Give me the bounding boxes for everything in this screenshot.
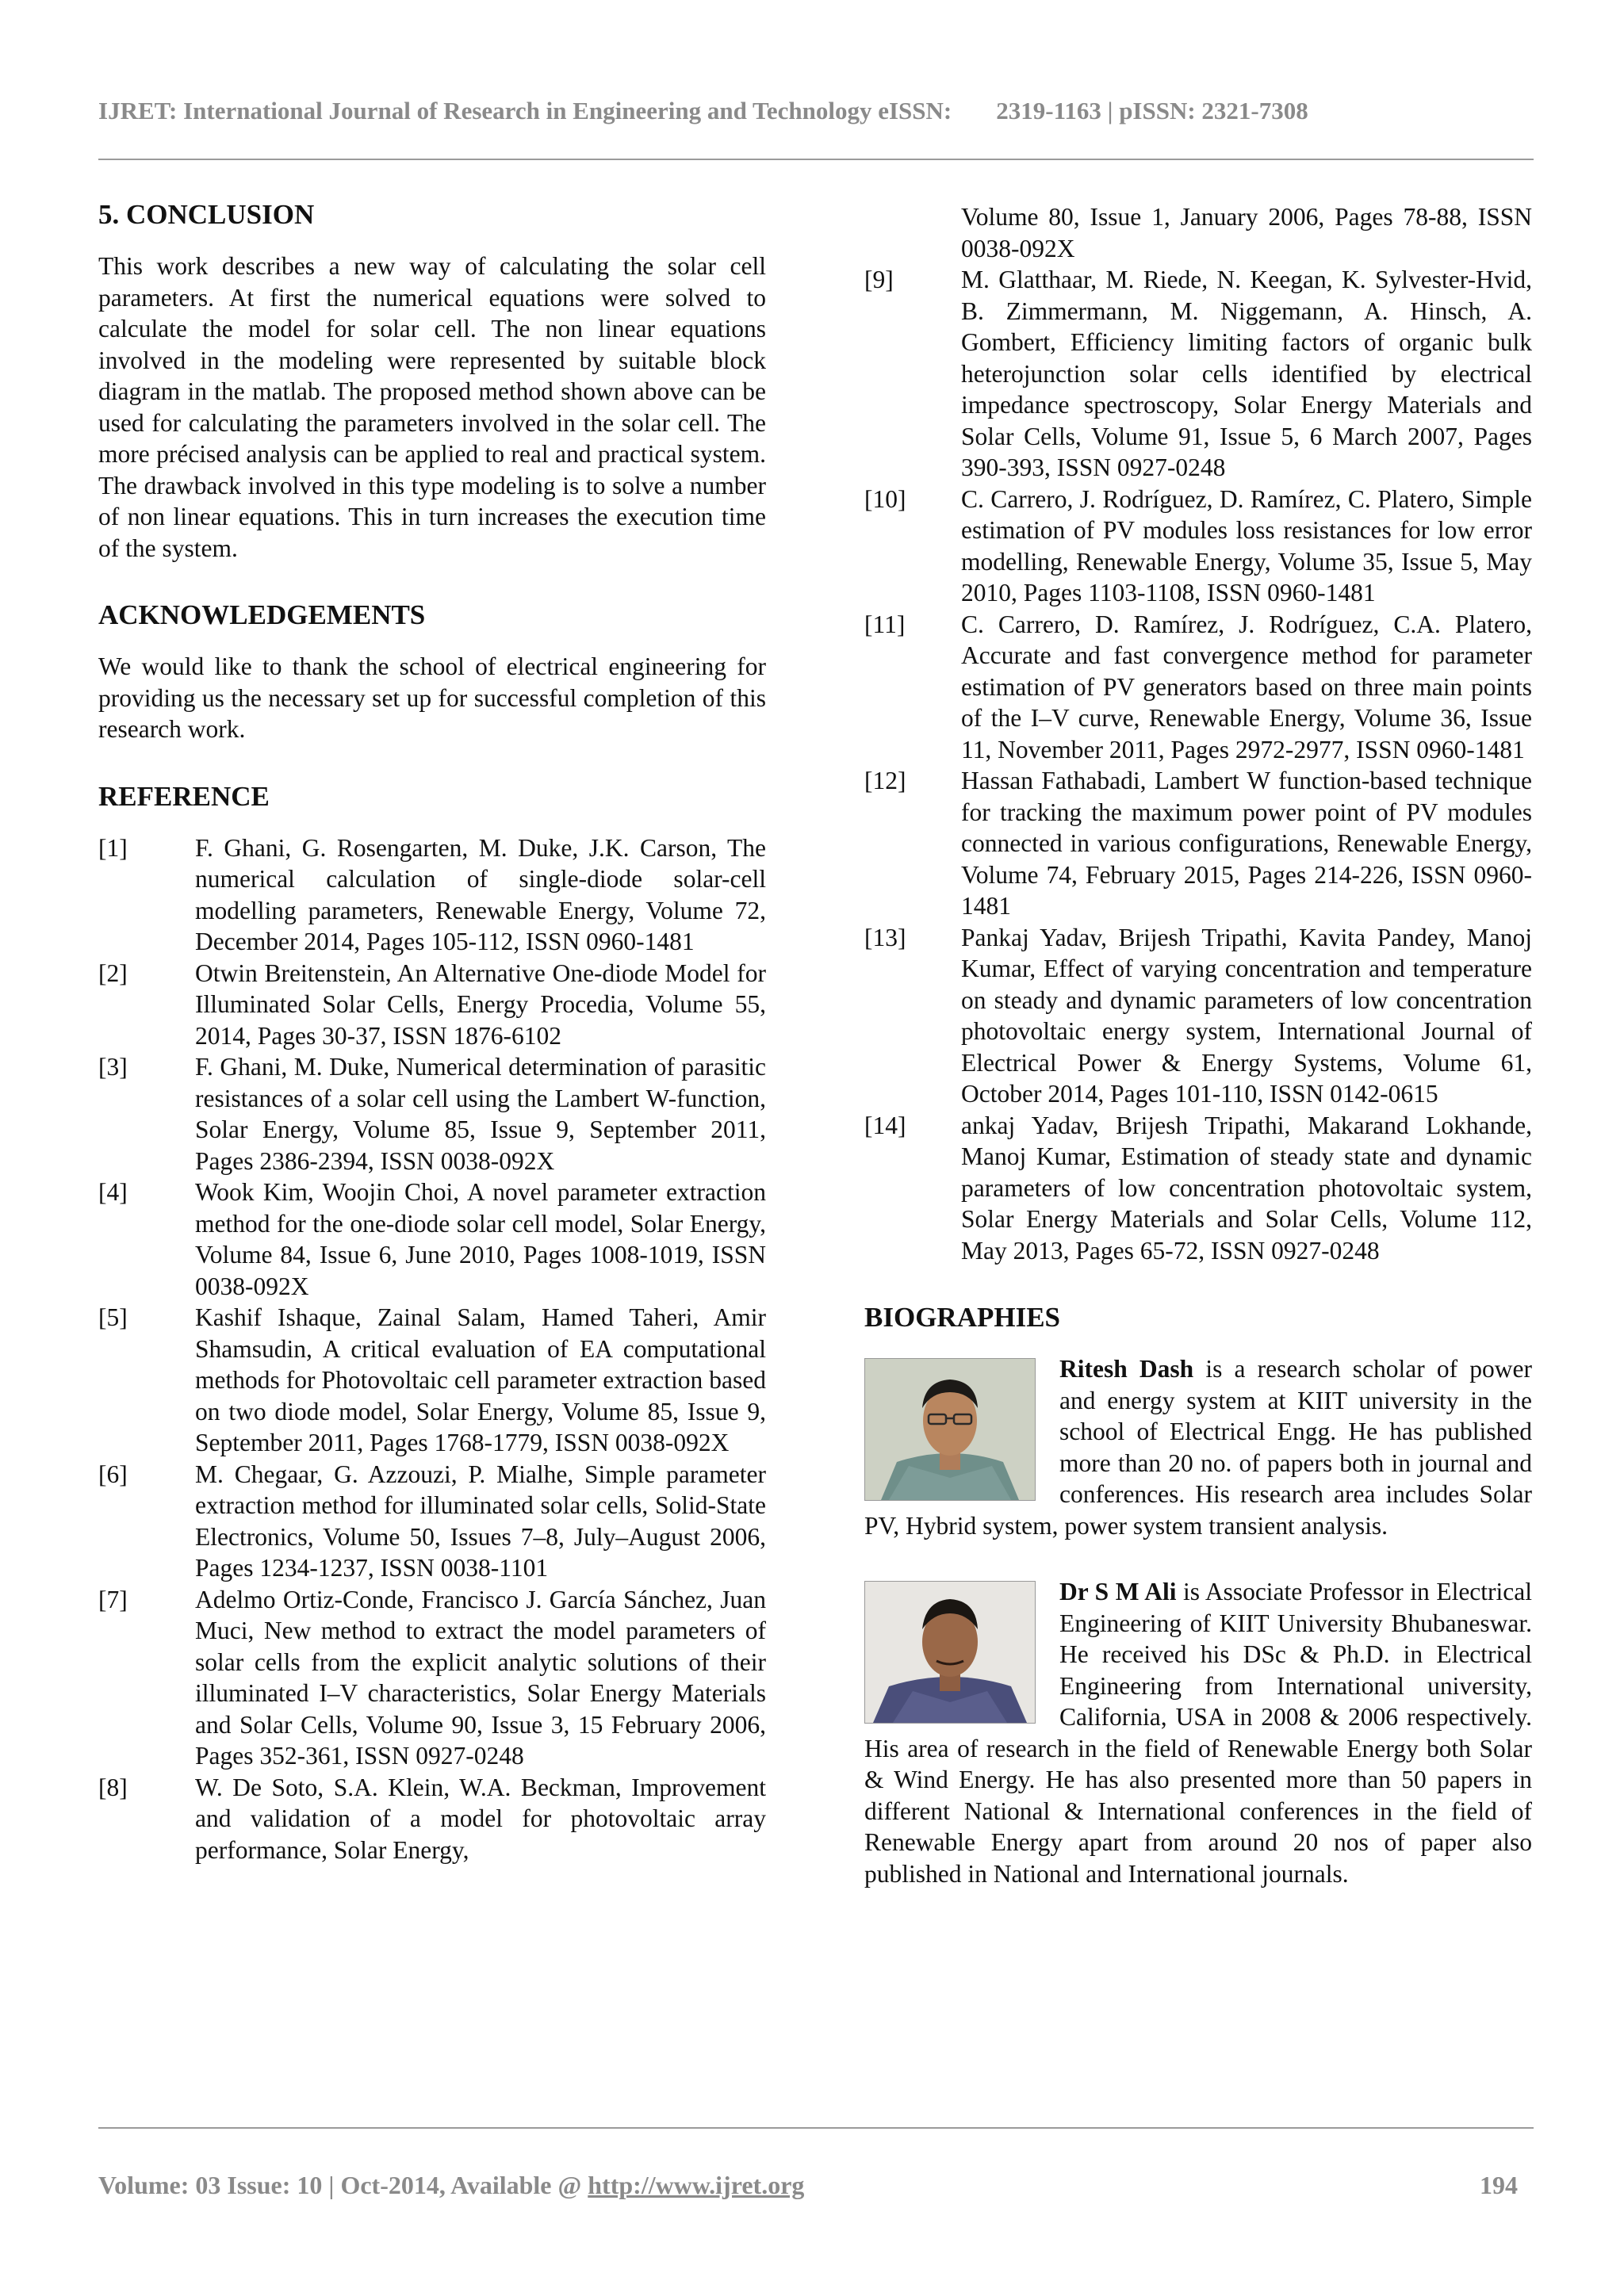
reference-item: [3] F. Ghani, M. Duke, Numerical determination of parasitic resistances of a solar cell using the Lambert W-function, Solar Energy, Volume 85, Issue 9, September 2011, Pages 2386-2394, ISSN 0038-092X [98, 1053, 766, 1175]
author-photo [864, 1581, 1036, 1724]
reference-item: [12] Hassan Fathabadi, Lambert W function-based technique for tracking the maximum power point of PV modules connected in various configurations, Renewable Energy, Volume 74, February 2015, Pages 214-226, ISSN 0960-1481 [864, 767, 1532, 920]
footer-volume-text: Volume: 03 Issue: 10 | Oct-2014, Available @ [98, 2171, 588, 2199]
biography-text: Dr S M Ali is Associate Professor in Electrical Engineering of KIIT University Bhubaneswar. He received his DSc & Ph.D. in Electrical Engineering from International university, California, USA in 2008 & 2006 respectively. His area of research in the field of Renewable Energy both Solar & Wind Energy. He has also presented more than 50 papers in different National & International conferences in the field of Renewable Energy apart from around 20 nos of paper also published in National and International journals. [864, 1578, 1532, 1888]
author-name: Ritesh Dash [1059, 1355, 1194, 1383]
author-photo [864, 1358, 1036, 1501]
reference-item: [14] ankaj Yadav, Brijesh Tripathi, Makarand Lokhande, Manoj Kumar, Estimation of steady state and dynamic parameters of low concentration photovoltaic system, Solar Energy Materials and Solar Cells, Volume 112, May 2013, Pages 65-72, ISSN 0927-0248 [864, 1111, 1532, 1265]
reference-item: [4] Wook Kim, Woojin Choi, A novel parameter extraction method for the one-diode solar cell model, Solar Energy, Volume 84, Issue 6, June 2010, Pages 1008-1019, ISSN 0038-092X [98, 1178, 766, 1300]
references-heading: REFERENCE [98, 780, 270, 812]
footer-rule [98, 2127, 1534, 2129]
reference-item: [10] C. Carrero, J. Rodríguez, D. Ramírez, C. Platero, Simple estimation of PV modules loss resistances for low error modelling, Renewable Energy, Volume 35, Issue 5, May 2010, Pages 1103-1108, ISSN 0960-1481 [864, 484, 1532, 607]
reference-item: [9] M. Glatthaar, M. Riede, N. Keegan, K. Sylvester-Hvid, B. Zimmermann, M. Niggemann, A. Hinsch, A. Gombert, Efficiency limiting factors of organic bulk heterojunction solar cells identified by electrical impedance spectroscopy, Solar Energy Materials and Solar Cells, Volume 91, Issue 5, 6 March 2007, Pages 390-393, ISSN 0927-0248 [864, 266, 1532, 481]
running-header [98, 97, 1542, 125]
header-rule [98, 159, 1534, 160]
biography-s-m-ali [864, 1576, 1532, 1889]
biographies-heading: BIOGRAPHIES [864, 1302, 1060, 1333]
reference-item: [5] Kashif Ishaque, Zainal Salam, Hamed Taheri, Amir Shamsudin, A critical evaluation of EA computational methods for Photovoltaic cell parameter extraction based on two diode model, Solar Energy, Volume 85, Issue 9, September 2011, Pages 1768-1779, ISSN 0038-092X [98, 1303, 766, 1456]
biography-text: Ritesh Dash is a research scholar of power and energy system at KIIT university in the school of Electrical Engg. He has published more than 20 no. of papers both in journal and conferences. His research area includes Solar PV, Hybrid system, power system transient analysis. [864, 1355, 1532, 1540]
reference-item: [11] C. Carrero, D. Ramírez, J. Rodríguez, C.A. Platero, Accurate and fast convergence method for parameter estimation of PV generators based on three main points of the I–V curve, Renewable Energy, Volume 36, Issue 11, November 2011, Pages 2972-2977, ISSN 0960-1481 [864, 610, 1532, 763]
journal-website-link[interactable]: http://www.ijret.org [588, 2171, 805, 2199]
author-name: Dr S M Ali [1059, 1578, 1177, 1605]
page-number: 194 [1480, 2171, 1518, 2199]
reference-item: [1] F. Ghani, G. Rosengarten, M. Duke, J.K. Carson, The numerical calculation of single-diode solar-cell modelling parameters, Renewable Energy, Volume 72, December 2014, Pages 105-112, ISSN 0960-1481 [98, 833, 766, 955]
reference-continuation: Volume 80, Issue 1, January 2006, Pages 78-88, ISSN 0038-092X [961, 203, 1532, 262]
reference-item: [6] M. Chegaar, G. Azzouzi, P. Mialhe, Simple parameter extraction method for illuminated solar cells, Solid-State Electronics, Volume 50, Issues 7–8, July–August 2006, Pages 1234-1237, ISSN 0038-1101 [98, 1460, 766, 1582]
journal-issn: 2319-1163 | pISSN: 2321-7308 [996, 97, 1308, 124]
acknowledgements-heading: ACKNOWLEDGEMENTS [98, 599, 426, 630]
reference-item: [8] W. De Soto, S.A. Klein, W.A. Beckman, Improvement and validation of a model for photovoltaic array performance, Solar Energy, [98, 1773, 766, 1864]
right-column [864, 201, 1532, 1889]
reference-item: [13] Pankaj Yadav, Brijesh Tripathi, Kavita Pandey, Manoj Kumar, Effect of varying concentration and temperature on steady and dynamic parameters of low concentration photovoltaic energy system, International Journal of Electrical Power & Energy Systems, Volume 61, October 2014, Pages 101-110, ISSN 0142-0615 [864, 923, 1532, 1108]
journal-title: IJRET: International Journal of Research in Engineering and Technology eISSN: [98, 97, 952, 124]
conclusion-text: This work describes a new way of calculating the solar cell parameters. At first the numerical equations were solved to calculate the model for solar cell. The non linear equations involved in the modeling were represented by suitable block diagram in the matlab. The proposed method shown above can be used for calculating the parameters involved in the solar cell. The more précised analysis can be applied to real and practical system. The drawback involved in this type modeling is to solve a number of non linear equations. This in turn increases the execution time of the system. [98, 252, 766, 562]
biography-ritesh-dash [864, 1353, 1532, 1541]
conclusion-heading: 5. CONCLUSION [98, 199, 315, 230]
reference-item: [2] Otwin Breitenstein, An Alternative One-diode Model for Illuminated Solar Cells, Energy Procedia, Volume 55, 2014, Pages 30-37, ISSN 1876-6102 [98, 959, 766, 1050]
acknowledgements-text: We would like to thank the school of electrical engineering for providing us the necessary set up for successful completion of this research work. [98, 652, 766, 743]
running-footer [98, 2171, 1518, 2200]
left-column [98, 198, 766, 1866]
reference-item: [7] Adelmo Ortiz-Conde, Francisco J. García Sánchez, Juan Muci, New method to extract the model parameters of solar cells from the explicit analytic solutions of their illuminated I–V characteristics, Solar Energy Materials and Solar Cells, Volume 90, Issue 3, 15 February 2006, Pages 352-361, ISSN 0927-0248 [98, 1585, 766, 1770]
